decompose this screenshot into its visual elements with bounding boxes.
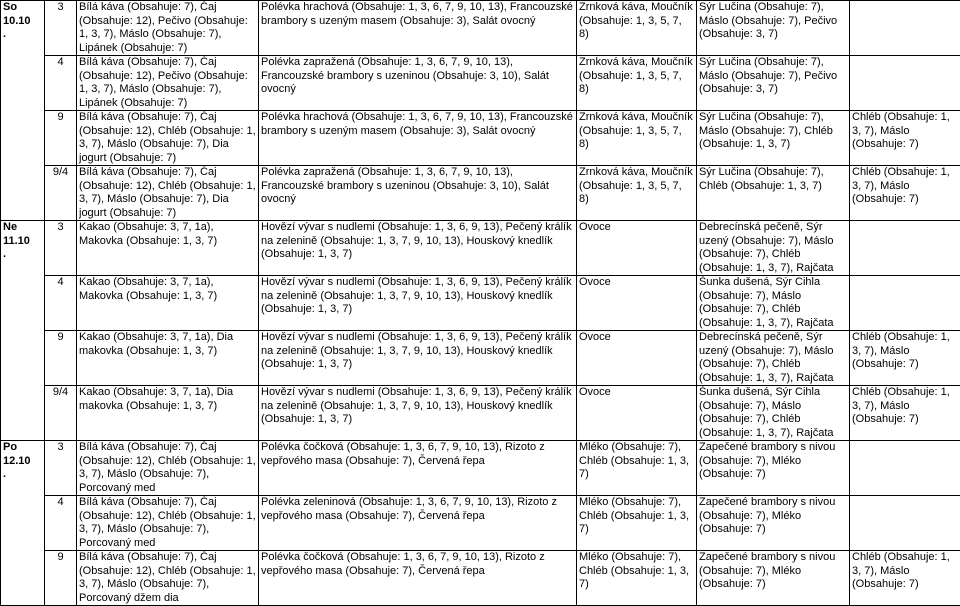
day-name: Po — [3, 441, 42, 455]
second-dinner-cell — [850, 56, 960, 111]
snack-cell: Zrnková káva, Moučník (Obsahuje: 1, 3, 5, 7, 8) — [577, 166, 697, 221]
lunch-cell: Hovězí vývar s nudlemi (Obsahuje: 1, 3, 6, 9, 13), Pečený králík na zelenině (Obsahuje: 1, 3, 7, 9, 10, 13), Houskový knedlík (Obsahuje: 1, 3, 7) — [259, 386, 577, 441]
lunch-cell: Polévka čočková (Obsahuje: 1, 3, 6, 7, 9, 10, 13), Rizoto z vepřového masa (Obsahuje: 7), Červená řepa — [259, 441, 577, 496]
second-dinner-cell: Chléb (Obsahuje: 1, 3, 7), Máslo (Obsahuje: 7) — [850, 111, 960, 166]
dinner-cell: Zapečené brambory s nivou (Obsahuje: 7), Mléko (Obsahuje: 7) — [697, 496, 850, 551]
snack-cell: Ovoce — [577, 221, 697, 276]
snack-cell: Mléko (Obsahuje: 7), Chléb (Obsahuje: 1, 3, 7) — [577, 496, 697, 551]
day-date: 10.10 — [3, 15, 42, 29]
lunch-cell: Polévka zapražená (Obsahuje: 1, 3, 6, 7, 9, 10, 13), Francouzské brambory s uzeninou (Obsahuje: 3, 10), Salát ovocný — [259, 166, 577, 221]
snack-cell: Ovoce — [577, 331, 697, 386]
second-dinner-cell: Chléb (Obsahuje: 1, 3, 7), Máslo (Obsahuje: 7) — [850, 551, 960, 606]
dinner-cell: Zapečené brambory s nivou (Obsahuje: 7), Mléko (Obsahuje: 7) — [697, 441, 850, 496]
dinner-cell: Zapečené brambory s nivou (Obsahuje: 7), Mléko (Obsahuje: 7) — [697, 551, 850, 606]
second-dinner-cell: Chléb (Obsahuje: 1, 3, 7), Máslo (Obsahuje: 7) — [850, 386, 960, 441]
diet-group: 9 — [45, 111, 77, 166]
dinner-cell: Sýr Lučina (Obsahuje: 7), Máslo (Obsahuje: 7), Chléb (Obsahuje: 1, 3, 7) — [697, 111, 850, 166]
diet-group: 9 — [45, 331, 77, 386]
dinner-cell: Šunka dušená, Sýr Cihla (Obsahuje: 7), Máslo (Obsahuje: 7), Chléb (Obsahuje: 1, 3, 7), Rajčata — [697, 276, 850, 331]
lunch-cell: Hovězí vývar s nudlemi (Obsahuje: 1, 3, 6, 9, 13), Pečený králík na zelenině (Obsahuje: 1, 3, 7, 9, 10, 13), Houskový knedlík (Obsahuje: 1, 3, 7) — [259, 276, 577, 331]
diet-group: 4 — [45, 56, 77, 111]
lunch-cell: Polévka hrachová (Obsahuje: 1, 3, 6, 7, 9, 10, 13), Francouzské brambory s uzeným masem (Obsahuje: 3), Salát ovocný — [259, 111, 577, 166]
day-date: 12.10 — [3, 455, 42, 469]
menu-row — [1, 221, 960, 276]
breakfast-cell: Kakao (Obsahuje: 3, 7, 1a), Makovka (Obsahuje: 1, 3, 7) — [77, 221, 259, 276]
dinner-cell: Debrecínská pečeně, Sýr uzený (Obsahuje: 7), Máslo (Obsahuje: 7), Chléb (Obsahuje: 1, 3, 7), Rajčata — [697, 221, 850, 276]
dinner-cell: Sýr Lučina (Obsahuje: 7), Máslo (Obsahuje: 7), Pečivo (Obsahuje: 3, 7) — [697, 56, 850, 111]
diet-group: 4 — [45, 276, 77, 331]
lunch-cell: Hovězí vývar s nudlemi (Obsahuje: 1, 3, 6, 9, 13), Pečený králík na zelenině (Obsahuje: 1, 3, 7, 9, 10, 13), Houskový knedlík (Obsahuje: 1, 3, 7) — [259, 331, 577, 386]
day-name: So — [3, 1, 42, 15]
menu-row — [1, 551, 960, 606]
menu-row — [1, 496, 960, 551]
menu-row — [1, 1, 960, 56]
breakfast-cell: Bílá káva (Obsahuje: 7), Čaj (Obsahuje: 12), Pečivo (Obsahuje: 1, 3, 7), Máslo (Obsahuje: 7), Lipánek (Obsahuje: 7) — [77, 56, 259, 111]
day-name: Ne — [3, 221, 42, 235]
menu-row — [1, 276, 960, 331]
second-dinner-cell — [850, 496, 960, 551]
diet-group: 3 — [45, 441, 77, 496]
breakfast-cell: Bílá káva (Obsahuje: 7), Čaj (Obsahuje: 12), Chléb (Obsahuje: 1, 3, 7), Máslo (Obsahuje: 7), Dia jogurt (Obsahuje: 7) — [77, 166, 259, 221]
snack-cell: Ovoce — [577, 386, 697, 441]
diet-group: 3 — [45, 221, 77, 276]
breakfast-cell: Kakao (Obsahuje: 3, 7, 1a), Dia makovka (Obsahuje: 1, 3, 7) — [77, 386, 259, 441]
snack-cell: Mléko (Obsahuje: 7), Chléb (Obsahuje: 1, 3, 7) — [577, 441, 697, 496]
snack-cell: Zrnková káva, Moučník (Obsahuje: 1, 3, 5, 7, 8) — [577, 56, 697, 111]
diet-group: 9 — [45, 551, 77, 606]
day-date: 11.10 — [3, 235, 42, 249]
diet-group: 3 — [45, 1, 77, 56]
lunch-cell: Polévka čočková (Obsahuje: 1, 3, 6, 7, 9, 10, 13), Rizoto z vepřového masa (Obsahuje: 7), Červená řepa — [259, 551, 577, 606]
diet-group: 9/4 — [45, 386, 77, 441]
dinner-cell: Debrecínská pečeně, Sýr uzený (Obsahuje: 7), Máslo (Obsahuje: 7), Chléb (Obsahuje: 1, 3, 7), Rajčata — [697, 331, 850, 386]
snack-cell: Ovoce — [577, 276, 697, 331]
menu-row — [1, 56, 960, 111]
menu-row — [1, 111, 960, 166]
second-dinner-cell — [850, 221, 960, 276]
breakfast-cell: Bílá káva (Obsahuje: 7), Čaj (Obsahuje: 12), Chléb (Obsahuje: 1, 3, 7), Máslo (Obsahuje: 7), Dia jogurt (Obsahuje: 7) — [77, 111, 259, 166]
lunch-cell: Hovězí vývar s nudlemi (Obsahuje: 1, 3, 6, 9, 13), Pečený králík na zelenině (Obsahuje: 1, 3, 7, 9, 10, 13), Houskový knedlík (Obsahuje: 1, 3, 7) — [259, 221, 577, 276]
breakfast-cell: Bílá káva (Obsahuje: 7), Čaj (Obsahuje: 12), Chléb (Obsahuje: 1, 3, 7), Máslo (Obsahuje: 7), Porcovaný med — [77, 441, 259, 496]
snack-cell: Mléko (Obsahuje: 7), Chléb (Obsahuje: 1, 3, 7) — [577, 551, 697, 606]
breakfast-cell: Bílá káva (Obsahuje: 7), Čaj (Obsahuje: 12), Chléb (Obsahuje: 1, 3, 7), Máslo (Obsahuje: 7), Porcovaný med — [77, 496, 259, 551]
menu-row — [1, 386, 960, 441]
second-dinner-cell: Chléb (Obsahuje: 1, 3, 7), Máslo (Obsahuje: 7) — [850, 166, 960, 221]
day-cell — [1, 221, 45, 441]
breakfast-cell: Kakao (Obsahuje: 3, 7, 1a), Dia makovka (Obsahuje: 1, 3, 7) — [77, 331, 259, 386]
breakfast-cell: Bílá káva (Obsahuje: 7), Čaj (Obsahuje: 12), Chléb (Obsahuje: 1, 3, 7), Máslo (Obsahuje: 7), Porcovaný džem dia — [77, 551, 259, 606]
menu-row — [1, 331, 960, 386]
day-dot: . — [3, 28, 42, 42]
breakfast-cell: Kakao (Obsahuje: 3, 7, 1a), Makovka (Obsahuje: 1, 3, 7) — [77, 276, 259, 331]
second-dinner-cell — [850, 276, 960, 331]
second-dinner-cell: Chléb (Obsahuje: 1, 3, 7), Máslo (Obsahuje: 7) — [850, 331, 960, 386]
snack-cell: Zrnková káva, Moučník (Obsahuje: 1, 3, 5, 7, 8) — [577, 1, 697, 56]
second-dinner-cell — [850, 441, 960, 496]
day-dot: . — [3, 248, 42, 262]
lunch-cell: Polévka zeleninová (Obsahuje: 1, 3, 6, 7, 9, 10, 13), Rizoto z vepřového masa (Obsahuje: 7), Červená řepa — [259, 496, 577, 551]
diet-group: 4 — [45, 496, 77, 551]
day-cell — [1, 1, 45, 221]
lunch-cell: Polévka zapražená (Obsahuje: 1, 3, 6, 7, 9, 10, 13), Francouzské brambory s uzeninou (Obsahuje: 3, 10), Salát ovocný — [259, 56, 577, 111]
snack-cell: Zrnková káva, Moučník (Obsahuje: 1, 3, 5, 7, 8) — [577, 111, 697, 166]
dinner-cell: Šunka dušená, Sýr Cihla (Obsahuje: 7), Máslo (Obsahuje: 7), Chléb (Obsahuje: 1, 3, 7), Rajčata — [697, 386, 850, 441]
day-cell — [1, 441, 45, 606]
breakfast-cell: Bílá káva (Obsahuje: 7), Čaj (Obsahuje: 12), Pečivo (Obsahuje: 1, 3, 7), Máslo (Obsahuje: 7), Lipánek (Obsahuje: 7) — [77, 1, 259, 56]
dinner-cell: Sýr Lučina (Obsahuje: 7), Chléb (Obsahuje: 1, 3, 7) — [697, 166, 850, 221]
menu-row — [1, 166, 960, 221]
diet-group: 9/4 — [45, 166, 77, 221]
second-dinner-cell — [850, 1, 960, 56]
dinner-cell: Sýr Lučina (Obsahuje: 7), Máslo (Obsahuje: 7), Pečivo (Obsahuje: 3, 7) — [697, 1, 850, 56]
lunch-cell: Polévka hrachová (Obsahuje: 1, 3, 6, 7, 9, 10, 13), Francouzské brambory s uzeným masem (Obsahuje: 3), Salát ovocný — [259, 1, 577, 56]
menu-row — [1, 441, 960, 496]
day-dot: . — [3, 468, 42, 482]
